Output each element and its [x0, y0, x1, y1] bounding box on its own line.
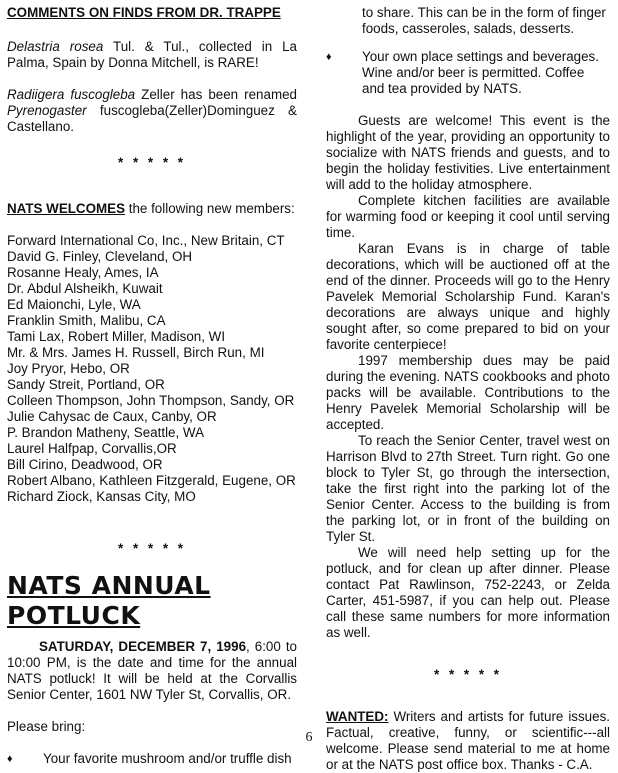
section-divider: * * * * * [434, 667, 502, 682]
section-divider: * * * * * [118, 155, 186, 170]
comment-radiigera [7, 87, 297, 135]
para-help: We will need help setting up for the potluck, and for clean up after dinner. Please contact Pat Rawlinson, 752-2243, or Zelda Carter, 451-5987, if you can help out. Please call these same numbers for more information as well. [326, 545, 610, 640]
potluck-text: , 6:00 to 10:00 PM, is the date and time for the annual NATS potluck! It will be held at the Corvallis Senior Center, 1601 NW Tyler St, Corvallis, OR. [7, 639, 297, 702]
species-name: Radiigera fuscogleba [7, 87, 136, 102]
bring-item-text: to share. This can be in the form of finger foods, casseroles, salads, desserts. [362, 5, 606, 36]
bring-item [7, 751, 297, 767]
potluck-date: SATURDAY, DECEMBER 7, 1996 [39, 639, 247, 654]
member-item: Dr. Abdul Alsheikh, Kuwait [7, 281, 163, 296]
member-list [7, 233, 297, 505]
left-column [7, 5, 297, 767]
bring-item-text: Your own place settings and beverages. Wine and/or beer is permitted. Coffee and tea provided by NATS. [362, 49, 599, 96]
comment-text: fuscogleba(Zeller)Dominguez & Castellano. [7, 103, 297, 134]
member-item: Ed Maionchi, Lyle, WA [7, 297, 141, 312]
member-item: Colleen Thompson, John Thompson, Sandy, OR [7, 393, 295, 408]
para-dues: 1997 membership dues may be paid during the evening. NATS cookbooks and photo packs will be available. Contributions to the Henry Pavelek Memorial Scholarship will be accepted. [326, 353, 610, 432]
member-item: Forward International Co, Inc., New Britain, CT [7, 233, 285, 248]
member-item: Robert Albano, Kathleen Fitzgerald, Eugene, OR [7, 473, 296, 488]
member-item: Franklin Smith, Malibu, CA [7, 313, 166, 328]
diamond-bullet-icon: ♦ [326, 51, 332, 63]
member-item: Rosanne Healy, Ames, IA [7, 265, 159, 280]
comment-delastria [7, 39, 297, 71]
bring-item-text: Your favorite mushroom and/or truffle dish [43, 751, 292, 766]
member-item: Sandy Streit, Portland, OR [7, 377, 165, 392]
bring-item-continued [326, 5, 610, 37]
para-kitchen: Complete kitchen facilities are available for warming food or keeping it cool until serving time. [326, 193, 610, 240]
member-item: Tami Lax, Robert Miller, Madison, WI [7, 329, 226, 344]
comment-text: Zeller has been renamed [135, 87, 297, 102]
welcomes-intro [7, 201, 297, 217]
page-number: 6 [305, 730, 313, 745]
bring-item [326, 49, 610, 97]
para-guests: Guests are welcome! This event is the highlight of the year, providing an opportunity to socialize with NATS friends and guests, and to begin the holiday festivities. Live entertainment will add to the holiday atmosphere. [326, 113, 610, 192]
member-item: Joy Pryor, Hebo, OR [7, 361, 130, 376]
welcomes-heading: NATS WELCOMES [7, 201, 126, 216]
species-name-new: Pyrenogaster [7, 103, 87, 118]
member-item: Laurel Halfpap, Corvallis,OR [7, 441, 177, 456]
comment-text: Tul. & Tul., collected in La Palma, Spain by Donna Mitchell, is RARE! [7, 39, 297, 70]
para-directions: To reach the Senior Center, travel west on Harrison Blvd to 27th Street. Turn right. Go one block to Tyler St, go through the intersection, take the first right into the parking lot of the Senior Center. Access to the building is from the parking lot, or in front of the building on Tyler St. [326, 433, 610, 544]
member-item: P. Brandon Matheny, Seattle, WA [7, 425, 204, 440]
diamond-bullet-icon: ♦ [7, 753, 13, 765]
member-item: David G. Finley, Cleveland, OH [7, 249, 193, 264]
comments-heading: COMMENTS ON FINDS FROM DR. TRAPPE [7, 5, 281, 20]
potluck-intro [7, 639, 297, 703]
right-column [326, 5, 610, 773]
species-name: Delastria rosea [7, 39, 104, 54]
member-item: Richard Ziock, Kansas City, MO [7, 489, 196, 504]
para-karan: Karan Evans is in charge of table decorations, which will be auctioned off at the end of the dinner. Proceeds will go to the Henry Pavelek Memorial Scholarship Fund. Karan's decorations are always unique and highly sought after, so come prepared to bid on your favorite centerpiece! [326, 241, 610, 352]
member-item: Mr. & Mrs. James H. Russell, Birch Run, MI [7, 345, 265, 360]
member-item: Julie Cahysac de Caux, Canby, OR [7, 409, 217, 424]
please-bring: Please bring: [7, 719, 86, 734]
member-item: Bill Cirino, Deadwood, OR [7, 457, 163, 472]
wanted-heading: WANTED: [326, 709, 389, 724]
wanted-text: Writers and artists for future issues. Factual, creative, funny, or scientific---all welcome. Please send material to me at home or at the NATS post office box. Thanks - C.A. [326, 709, 610, 772]
section-divider: * * * * * [118, 541, 186, 556]
potluck-title: NATS ANNUAL POTLUCK [7, 571, 211, 630]
welcomes-text: the following new members: [125, 201, 295, 216]
